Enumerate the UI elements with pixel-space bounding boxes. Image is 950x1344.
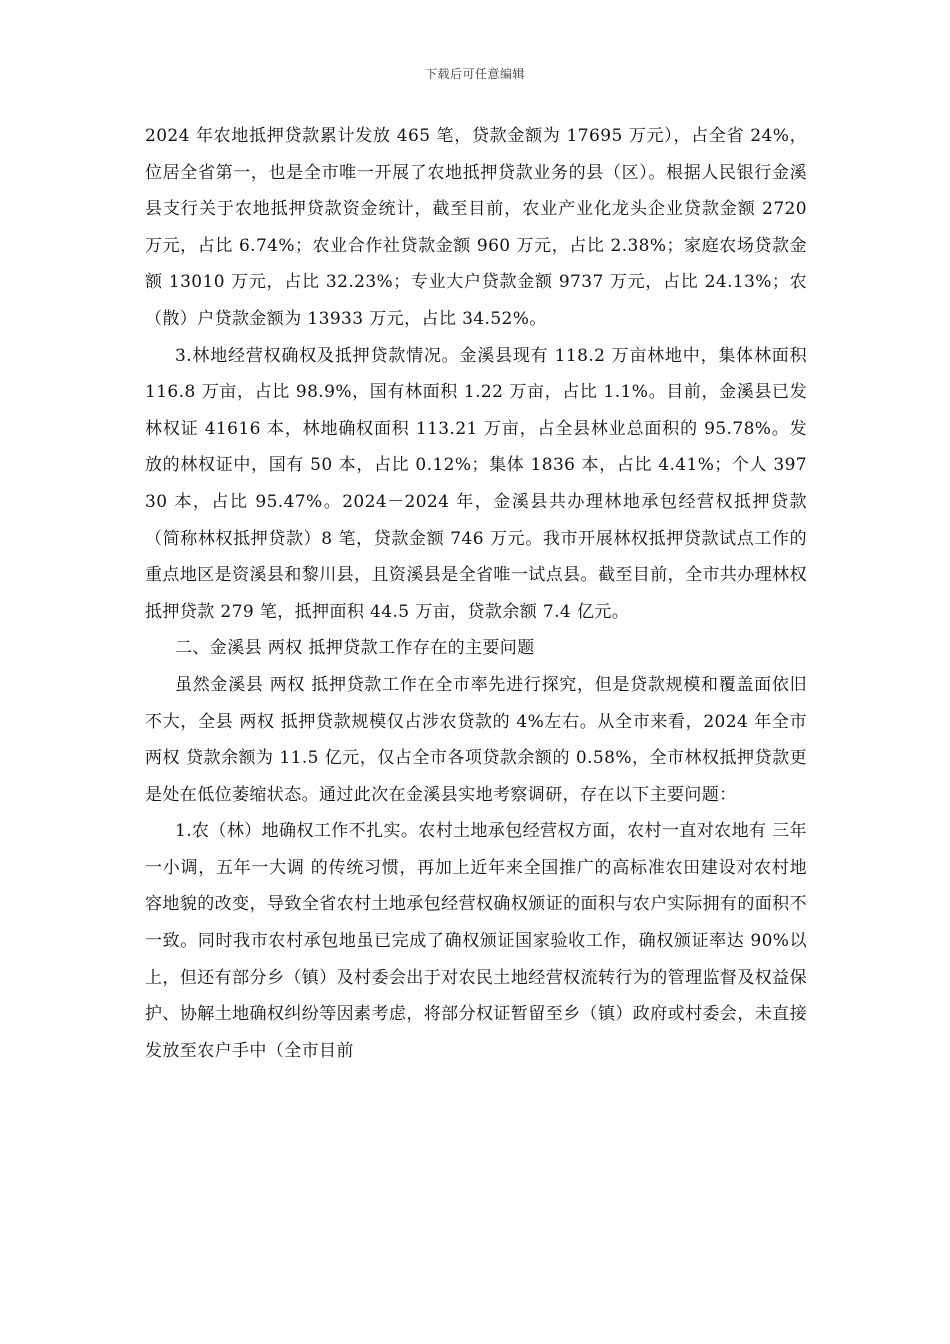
page-header-note: 下载后可任意编辑 bbox=[424, 67, 525, 81]
paragraph-forest-land-rights: 3.林地经营权确权及抵押贷款情况。金溪县现有 118.2 万亩林地中，集体林面积 116.8 万亩，占比 98.9%，国有林面积 1.22 万亩，占比 1.1%。目前，金溪县已发林权证 41616 本，林地确权面积 113.21 万亩，占全县林业总面积的 95.78%。发放的林权证中，国有 50 本，占比 0.12%；集体 1836 本，占比 4.41%；个人 39730 本，占比 95.47%。2024－2024 年，金溪县共办理林地承包经营权抵押贷款（简称林权抵押贷款）8 笔，贷款金额 746 万元。我市开展林权抵押贷款试点工作的重点地区是资溪县和黎川县，且资溪县是全省唯一试点县。截至目前，全市共办理林权抵押贷款 279 笔，抵押面积 44.5 万亩，贷款余额 7.4 亿元。 bbox=[145, 345, 807, 622]
document-body bbox=[145, 118, 807, 1069]
paragraph-problems-overview: 虽然金溪县 两权 抵押贷款工作在全市率先进行探究，但是贷款规模和覆盖面依旧不大，全县 两权 抵押贷款规模仅占涉农贷款的 4%左右。从全市来看，2024 年全市 两权 贷款余额为 11.5 亿元，仅占全市各项贷款余额的 0.58%，全市林权抵押贷款更是处在低位萎缩状态。通过此次在金溪县实地考察调研，存在以下主要问题： bbox=[145, 674, 807, 805]
paragraph-loan-statistics: 2024 年农地抵押贷款累计发放 465 笔，贷款金额为 17695 万元），占全省 24%，位居全省第一，也是全市唯一开展了农地抵押贷款业务的县（区）。根据人民银行金溪县支行关于农地抵押贷款资金统计，截至目前，农业产业化龙头企业贷款金额 2720 万元，占比 6.74%；农业合作社贷款金额 960 万元，占比 2.38%；家庭农场贷款金额 13010 万元，占比 32.23%；专业大户贷款金额 9737 万元，占比 24.13%；农（散）户贷款金额为 13933 万元，占比 34.52%。 bbox=[145, 126, 807, 329]
section-heading-main-problems: 二、金溪县 两权 抵押贷款工作存在的主要问题 bbox=[175, 638, 535, 659]
paragraph-rights-confirmation-issue: 1.农（林）地确权工作不扎实。农村土地承包经营权方面，农村一直对农地有 三年一小调，五年一大调 的传统习惯，再加上近年来全国推广的高标准农田建设对农村地容地貌的改变，导致全省农村土地承包经营权确权颁证的面积与农户实际拥有的面积不一致。同时我市农村承包地虽已完成了确权颁证国家验收工作，确权颁证率达 90%以上，但还有部分乡（镇）及村委会出于对农民土地经营权流转行为的管理监督及权益保护、协解土地确权纠纷等因素考虑，将部分权证暂留至乡（镇）政府或村委会，未直接发放至农户手中（全市目前 bbox=[145, 821, 807, 1061]
